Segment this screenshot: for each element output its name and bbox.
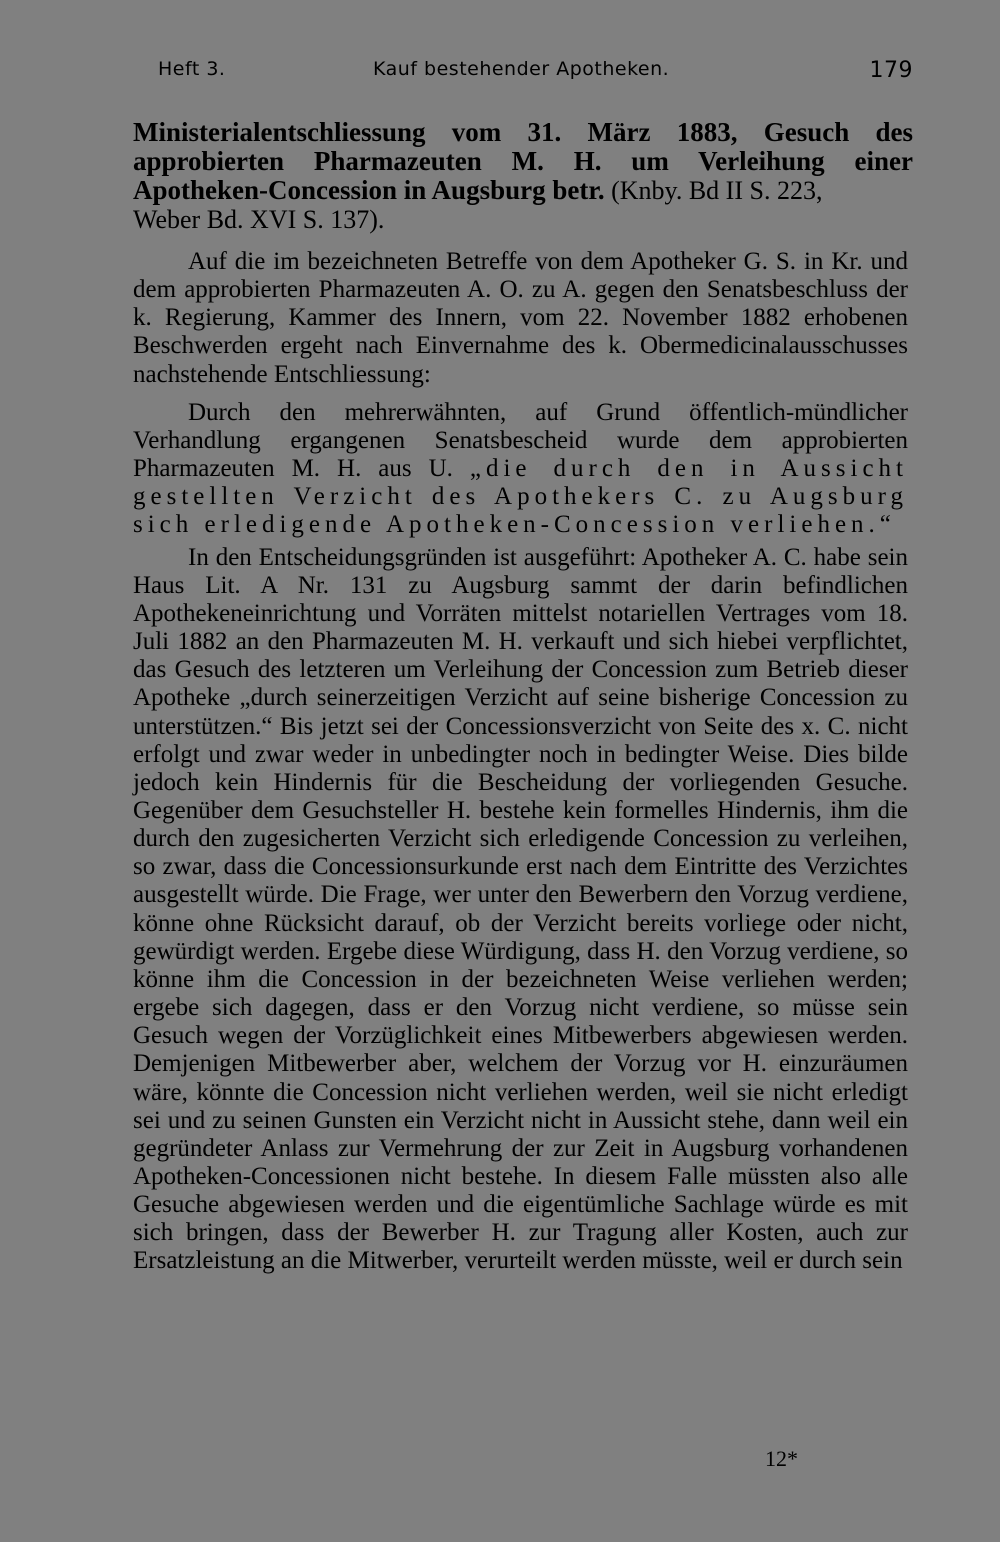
section-title: Kauf bestehender Apotheken. xyxy=(373,58,670,80)
signature-mark: 12* xyxy=(765,1446,798,1471)
body-text xyxy=(133,248,908,1276)
paragraph-2 xyxy=(133,399,908,540)
running-header xyxy=(158,58,913,88)
paragraph-2-quote: „die durch den in Aussicht gestellten Verzicht des Apothekers C. zu Augsburg sich erledigende Apotheken-Concession verliehen.“ xyxy=(133,455,909,539)
citation-part-2: Weber Bd. XVI S. 137). xyxy=(133,205,385,234)
paragraph-2-lead: Durch den mehrerwähnten, auf Grund öffentlich-mündlicher Verhandlung ergangenen Senatsbescheid wurde dem approbierten Pharmazeuten M. H. aus U. xyxy=(133,398,908,483)
paragraph-1: Auf die im bezeichneten Betreffe von dem Apotheker G. S. in Kr. und dem approbierten Pharmazeuten A. O. zu A. gegen den Senatsbeschluss der k. Regierung, Kammer des Innern, vom 22. November 1882 erhobenen Beschwerden ergeht nach Einvernahme des k. Obermedicinalausschusses nachstehende Entschliessung: xyxy=(133,248,908,388)
article-title xyxy=(133,118,913,234)
page-number: 179 xyxy=(869,58,913,83)
paragraph-3: In den Entscheidungsgründen ist ausgeführt: Apotheker A. C. habe sein Haus Lit. A Nr. 131 zu Augsburg sammt der darin befindlichen Apothekeneinrichtung und Vorräten mittelst notariellen Vertrages vom 18. Juli 1882 an den Pharmazeuten M. H. verkauft und sich hiebei verpflichtet, das Gesuch des letzteren um Verleihung der Concession zum Betrieb dieser Apotheke „durch seinerzeitigen Verzicht auf seine bisherige Concession zu unterstützen.“ Bis jetzt sei der Concessionsverzicht von Seite des x. C. nicht erfolgt und zwar weder in unbedingter noch in bedingter Weise. Dies bilde jedoch kein Hindernis für die Bescheidung der vorliegenden Gesuche. Gegenüber dem Gesuchsteller H. bestehe kein formelles Hindernis, ihm die durch den zugesicherten Verzicht sich erledigende Concession zu verleihen, so zwar, dass die Concessionsurkunde erst nach dem Eintritte des Verzichtes ausgestellt würde. Die Frage, wer unter den Bewerbern den Vorzug verdiene, könne ohne Rücksicht darauf, ob der Verzicht bereits vorliege oder nicht, gewürdigt werden. Ergebe diese Würdigung, dass H. den Vorzug verdiene, so könne ihm die Concession in der bezeichneten Weise verliehen werden; ergebe sich dagegen, dass er den Vorzug nicht verdiene, so müsse sein Gesuch wegen der Vorzüglichkeit eines Mitbewerbers abgewiesen werden. Demjenigen Mitbewerber aber, welchem der Vorzug vor H. einzuräumen wäre, könnte die Concession nicht verliehen werden, weil sie nicht erledigt sei und zu seinen Gunsten ein Verzicht nicht in Aussicht stehe, dann weil ein gegründeter Anlass zur Vermehrung der zur Zeit in Augsburg vorhandenen Apotheken-Concessionen nicht bestehe. In diesem Falle müssten also alle Gesuche abgewiesen werden und die eigentümliche Sachlage würde es mit sich bringen, dass der Bewerber H. zur Tragung aller Kosten, auch zur Ersatzleistung an die Mitwerber, verurteilt werden müsste, weil er durch sein xyxy=(133,543,908,1275)
title-bold: Ministerialentschliessung vom 31. März 1883, Gesuch des approbierten Pharmazeuten M. H. um Verleihung einer Apotheken-Concession in Augsburg betr. xyxy=(133,117,913,205)
issue-label: Heft 3. xyxy=(158,58,226,80)
citation-part-1: (Knby. Bd II S. 223, xyxy=(604,176,823,205)
